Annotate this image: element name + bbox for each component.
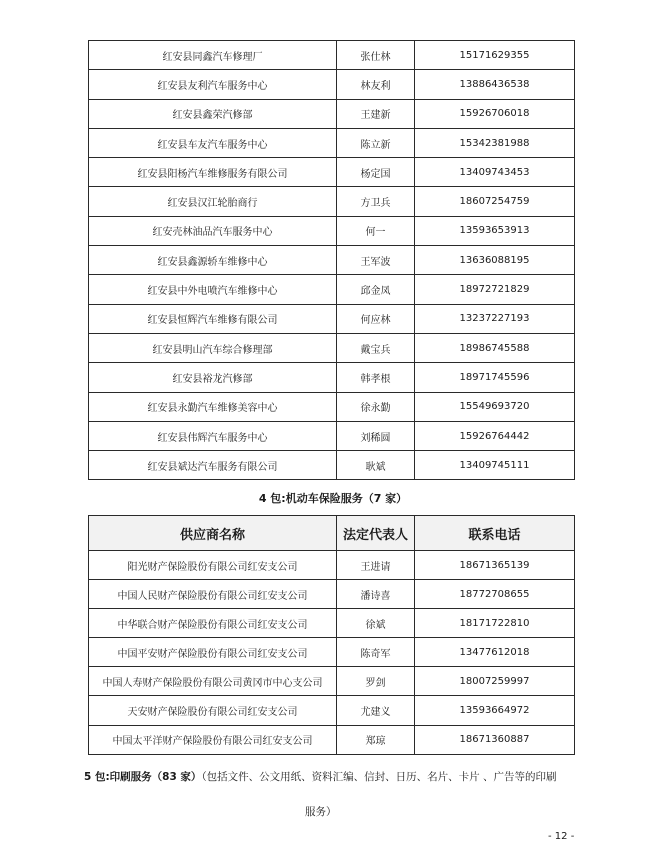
legal-rep-cell: 王军波 bbox=[337, 246, 415, 275]
section-5-title: 5 包:印刷服务（83 家） bbox=[84, 771, 202, 783]
legal-rep-cell: 陈立新 bbox=[337, 128, 415, 157]
table-row bbox=[89, 609, 575, 638]
table-header-row bbox=[89, 516, 575, 551]
legal-rep-cell: 罗剑 bbox=[337, 667, 415, 696]
phone-cell: 13593653913 bbox=[415, 216, 575, 245]
phone-cell: 18971745596 bbox=[415, 363, 575, 392]
header-phone: 联系电话 bbox=[415, 516, 575, 551]
table-row bbox=[89, 304, 575, 333]
section-5-description: （包括文件、公文用纸、资料汇编、信封、日历、名片、卡片 、广告等的印刷 bbox=[201, 771, 557, 783]
phone-cell: 13409745111 bbox=[415, 451, 575, 480]
supplier-name-cell: 红安县鑫荣汽修部 bbox=[89, 99, 337, 128]
phone-cell: 18772708655 bbox=[415, 580, 575, 609]
table-row bbox=[89, 187, 575, 216]
supplier-name-cell: 红安县伟辉汽车服务中心 bbox=[89, 421, 337, 450]
supplier-name-cell: 红安县斌达汽车服务有限公司 bbox=[89, 451, 337, 480]
header-legal-rep: 法定代表人 bbox=[337, 516, 415, 551]
supplier-name-cell: 中华联合财产保险股份有限公司红安支公司 bbox=[89, 609, 337, 638]
table-row bbox=[89, 638, 575, 667]
legal-rep-cell: 郑琼 bbox=[337, 725, 415, 754]
section-4-title: 4 包:机动车保险服务（7 家） bbox=[258, 492, 408, 505]
phone-cell: 18007259997 bbox=[415, 667, 575, 696]
phone-cell: 15171629355 bbox=[415, 41, 575, 70]
table-row bbox=[89, 99, 575, 128]
phone-cell: 13477612018 bbox=[415, 638, 575, 667]
legal-rep-cell: 尤建义 bbox=[337, 696, 415, 725]
legal-rep-cell: 陈奇军 bbox=[337, 638, 415, 667]
supplier-name-cell: 红安县车友汽车服务中心 bbox=[89, 128, 337, 157]
section-5-description-continued: 服务） bbox=[305, 806, 337, 818]
phone-cell: 15549693720 bbox=[415, 392, 575, 421]
table-row bbox=[89, 551, 575, 580]
header-supplier-name: 供应商名称 bbox=[89, 516, 337, 551]
table-row bbox=[89, 451, 575, 480]
table-row bbox=[89, 333, 575, 362]
supplier-name-cell: 红安县明山汽车综合修理部 bbox=[89, 333, 337, 362]
table-row bbox=[89, 392, 575, 421]
legal-rep-cell: 方卫兵 bbox=[337, 187, 415, 216]
table-row bbox=[89, 41, 575, 70]
phone-cell: 15926764442 bbox=[415, 421, 575, 450]
legal-rep-cell: 张仕林 bbox=[337, 41, 415, 70]
supplier-name-cell: 中国太平洋财产保险股份有限公司红安支公司 bbox=[89, 725, 337, 754]
legal-rep-cell: 韩孝根 bbox=[337, 363, 415, 392]
supplier-name-cell: 红安县恒辉汽车维修有限公司 bbox=[89, 304, 337, 333]
supplier-name-cell: 红安县汉江轮胎商行 bbox=[89, 187, 337, 216]
legal-rep-cell: 何应林 bbox=[337, 304, 415, 333]
repair-suppliers-table bbox=[88, 40, 575, 480]
supplier-name-cell: 红安壳林油品汽车服务中心 bbox=[89, 216, 337, 245]
supplier-name-cell: 红安县中外电喷汽车维修中心 bbox=[89, 275, 337, 304]
legal-rep-cell: 徐斌 bbox=[337, 609, 415, 638]
table-row bbox=[89, 725, 575, 754]
table-row bbox=[89, 580, 575, 609]
phone-cell: 13237227193 bbox=[415, 304, 575, 333]
table-row bbox=[89, 667, 575, 696]
legal-rep-cell: 邱金凤 bbox=[337, 275, 415, 304]
table-row bbox=[89, 696, 575, 725]
table-row bbox=[89, 216, 575, 245]
table-row bbox=[89, 275, 575, 304]
phone-cell: 18671360887 bbox=[415, 725, 575, 754]
table-row bbox=[89, 246, 575, 275]
supplier-name-cell: 阳光财产保险股份有限公司红安支公司 bbox=[89, 551, 337, 580]
phone-cell: 18607254759 bbox=[415, 187, 575, 216]
legal-rep-cell: 林友利 bbox=[337, 70, 415, 99]
supplier-name-cell: 红安县阳杨汽车维修服务有限公司 bbox=[89, 158, 337, 187]
phone-cell: 13593664972 bbox=[415, 696, 575, 725]
legal-rep-cell: 耿斌 bbox=[337, 451, 415, 480]
legal-rep-cell: 王建新 bbox=[337, 99, 415, 128]
page-number: - 12 - bbox=[548, 831, 575, 842]
phone-cell: 18986745588 bbox=[415, 333, 575, 362]
phone-cell: 13636088195 bbox=[415, 246, 575, 275]
phone-cell: 18671365139 bbox=[415, 551, 575, 580]
supplier-name-cell: 红安县裕龙汽修部 bbox=[89, 363, 337, 392]
phone-cell: 15926706018 bbox=[415, 99, 575, 128]
table-row bbox=[89, 70, 575, 99]
section-5-heading bbox=[84, 769, 584, 784]
phone-cell: 13409743453 bbox=[415, 158, 575, 187]
table-row bbox=[89, 128, 575, 157]
legal-rep-cell: 戴宝兵 bbox=[337, 333, 415, 362]
supplier-name-cell: 红安县友利汽车服务中心 bbox=[89, 70, 337, 99]
table-row bbox=[89, 158, 575, 187]
legal-rep-cell: 刘稀圆 bbox=[337, 421, 415, 450]
legal-rep-cell: 何一 bbox=[337, 216, 415, 245]
supplier-name-cell: 中国平安财产保险股份有限公司红安支公司 bbox=[89, 638, 337, 667]
supplier-name-cell: 天安财产保险股份有限公司红安支公司 bbox=[89, 696, 337, 725]
supplier-name-cell: 中国人寿财产保险股份有限公司黄冈市中心支公司 bbox=[89, 667, 337, 696]
phone-cell: 18972721829 bbox=[415, 275, 575, 304]
legal-rep-cell: 王进请 bbox=[337, 551, 415, 580]
supplier-name-cell: 中国人民财产保险股份有限公司红安支公司 bbox=[89, 580, 337, 609]
table-row bbox=[89, 363, 575, 392]
legal-rep-cell: 潘诗喜 bbox=[337, 580, 415, 609]
table-row bbox=[89, 421, 575, 450]
insurance-suppliers-table bbox=[88, 515, 575, 755]
supplier-name-cell: 红安县同鑫汽车修理厂 bbox=[89, 41, 337, 70]
legal-rep-cell: 杨定国 bbox=[337, 158, 415, 187]
supplier-name-cell: 红安县鑫源轿车维修中心 bbox=[89, 246, 337, 275]
legal-rep-cell: 徐永勤 bbox=[337, 392, 415, 421]
phone-cell: 18171722810 bbox=[415, 609, 575, 638]
phone-cell: 13886436538 bbox=[415, 70, 575, 99]
supplier-name-cell: 红安县永勤汽车维修美容中心 bbox=[89, 392, 337, 421]
phone-cell: 15342381988 bbox=[415, 128, 575, 157]
